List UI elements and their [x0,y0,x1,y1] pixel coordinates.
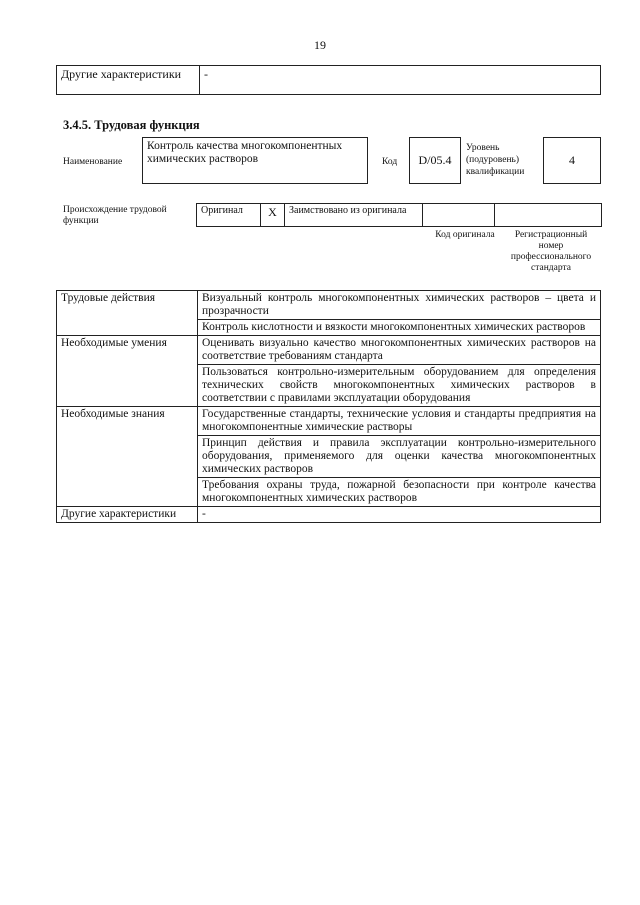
other-characteristics-label: Другие характеристики [57,66,200,95]
row-item: Принцип действия и правила эксплуатации контрольно-измерительного оборудования, применяемого для оценки качества многокомпонентных химических растворов [198,436,601,478]
row-label: Трудовые действия [57,291,198,336]
level-label: Уровень (подуровень) квалификации [466,143,525,177]
origin-table [196,203,602,227]
table-row [57,507,601,523]
table-row [57,66,601,95]
row-label: Необходимые умения [57,336,198,407]
reg-caption: Регистрационный номер профессионального стандарта [510,230,592,273]
origin-borrowed: Заимствовано из оригинала [285,204,423,227]
origin-label: Происхождение трудовой функции [63,205,167,226]
code-label: Код [382,157,398,167]
row-item: - [198,507,601,523]
function-code: D/05.4 [409,137,461,184]
table-row [197,204,602,227]
origin-code-cell [423,204,495,227]
function-name: Контроль качества многокомпонентных химических растворов [142,137,368,184]
row-item: Государственные стандарты, технические условия и стандарты предприятия на многокомпонентные химические растворы [198,407,601,436]
qualification-level: 4 [543,137,601,184]
name-label: Наименование [63,157,123,167]
row-item: Визуальный контроль многокомпонентных химических растворов – цвета и прозрачности [198,291,601,320]
origin-original: Оригинал [197,204,261,227]
table-row [57,291,601,320]
row-item: Требования охраны труда, пожарной безопасности при контроле качества многокомпонентных химических растворов [198,478,601,507]
page-number: 19 [314,38,326,52]
code-caption: Код оригинала [435,230,495,240]
table-row [57,407,601,436]
table-row [57,336,601,365]
row-item: Пользоваться контрольно-измерительным оборудованием для определения технических свойств многокомпонентных химических растворов в соответствии с правилами эксплуатации оборудования [198,365,601,407]
row-item: Контроль кислотности и вязкости многокомпонентных химических растворов [198,320,601,336]
other-characteristics-value: - [200,66,601,95]
other-characteristics-table [56,65,601,95]
row-label: Другие характеристики [57,507,198,523]
main-table [56,290,601,523]
section-title: 3.4.5. Трудовая функция [63,118,200,132]
origin-reg-cell [495,204,602,227]
row-item: Оценивать визуально качество многокомпонентных химических растворов на соответствие требованиям стандарта [198,336,601,365]
origin-mark: X [261,204,285,227]
row-label: Необходимые знания [57,407,198,507]
